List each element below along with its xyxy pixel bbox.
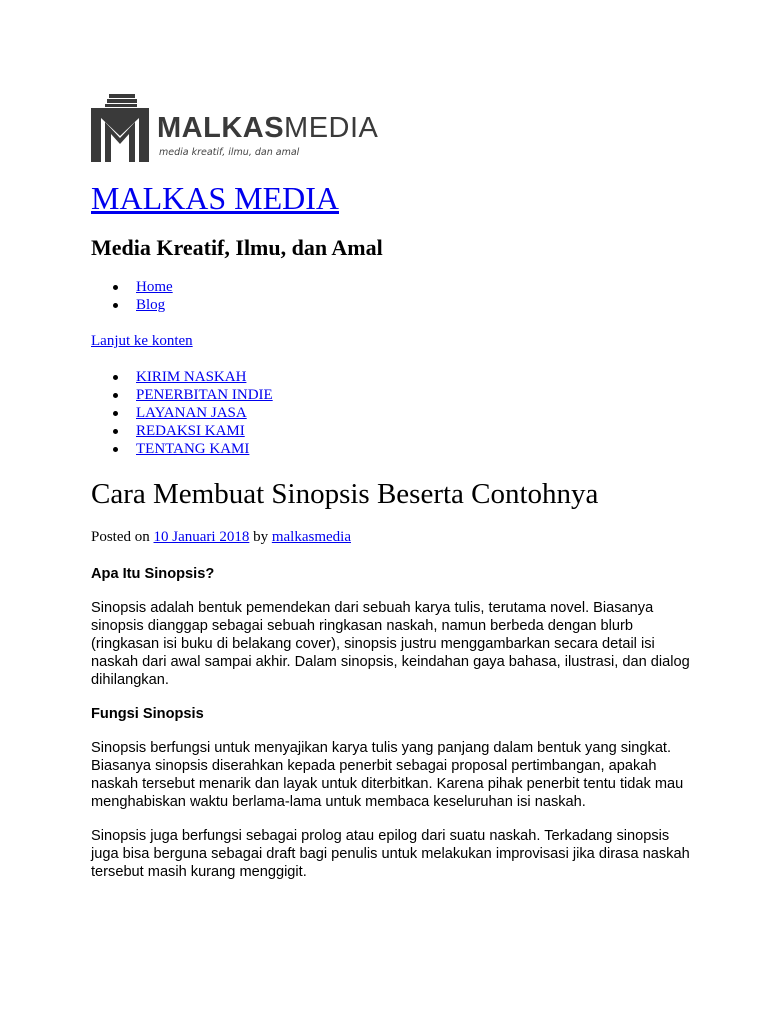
logo-tagline: media kreatif, ilmu, dan amal [159, 147, 300, 158]
menu-item [91, 386, 273, 404]
menu-link-blog[interactable]: Blog [136, 297, 166, 313]
menu-link-tentang-kami[interactable]: TENTANG KAMI [136, 441, 250, 457]
menu-item [91, 440, 273, 458]
menu-link-home[interactable]: Home [136, 279, 173, 295]
site-description: Media Kreatif, Ilmu, dan Amal [91, 235, 383, 260]
section-heading: Fungsi Sinopsis [91, 706, 204, 722]
menu-link-layanan-jasa[interactable]: LAYANAN JASA [136, 405, 247, 421]
menu-item [91, 296, 173, 314]
post-title: Cara Membuat Sinopsis Beserta Contohnya [91, 478, 599, 510]
logo-wordmark [157, 114, 378, 143]
paragraph: Sinopsis berfungsi untuk menyajikan karya tulis yang panjang dalam bentuk yang singkat. Biasanya sinopsis diserahkan kepada penerbit sebagai proposal pertimbangan, apakah naskah tersebut menarik dan layak untuk diterbitkan. Karena pihak penerbit tentu tidak mau menghabiskan waktu berlama-lama untuk membaca keseluruhan isi naskah. [91, 740, 684, 810]
site-title [91, 178, 339, 218]
logo-word-bold: MALKAS [157, 112, 285, 144]
menu-link-penerbitan-indie[interactable]: PENERBITAN INDIE [136, 387, 273, 403]
main-menu [91, 368, 273, 458]
logo-word-light: MEDIA [284, 112, 379, 144]
paragraph: Sinopsis juga berfungsi sebagai prolog atau epilog dari suatu naskah. Terkadang sinopsis juga bisa berguna sebagai draft bagi penulis untuk melakukan improvisasi jika dirasa naskah tersebut masih kurang menggigit. [91, 828, 690, 880]
menu-link-redaksi-kami[interactable]: REDAKSI KAMI [136, 423, 245, 439]
top-menu [91, 278, 173, 314]
paragraph: Sinopsis adalah bentuk pemendekan dari sebuah karya tulis, terutama novel. Biasanya sinopsis dianggap sebagai sebuah ringkasan naskah, namun berbeda dengan blurb (ringkasan isi buku di belakang cover), sinopsis justru menggambarkan secara detail isi naskah dari awal sampai akhir. Dalam sinopsis, keindahan gaya bahasa, ilustrasi, dan dialog dihilangkan. [91, 600, 690, 688]
post-meta [91, 528, 351, 546]
menu-item [91, 404, 273, 422]
skip-to-content-link[interactable]: Lanjut ke konten [91, 333, 193, 349]
books-logo-icon [91, 92, 149, 162]
menu-item [91, 368, 273, 386]
site-title-link[interactable]: MALKAS MEDIA [91, 180, 339, 216]
by-label: by [253, 529, 269, 545]
section-heading: Apa Itu Sinopsis? [91, 566, 215, 582]
post-author-link[interactable]: malkasmedia [271, 529, 351, 545]
menu-link-kirim-naskah[interactable]: KIRIM NASKAH [136, 369, 247, 385]
menu-item [91, 422, 273, 440]
post-content [91, 565, 691, 897]
site-logo[interactable] [91, 92, 379, 164]
menu-item [91, 278, 173, 296]
post-date-link[interactable]: 10 Januari 2018 [153, 529, 250, 545]
posted-on-label: Posted on [91, 529, 150, 545]
